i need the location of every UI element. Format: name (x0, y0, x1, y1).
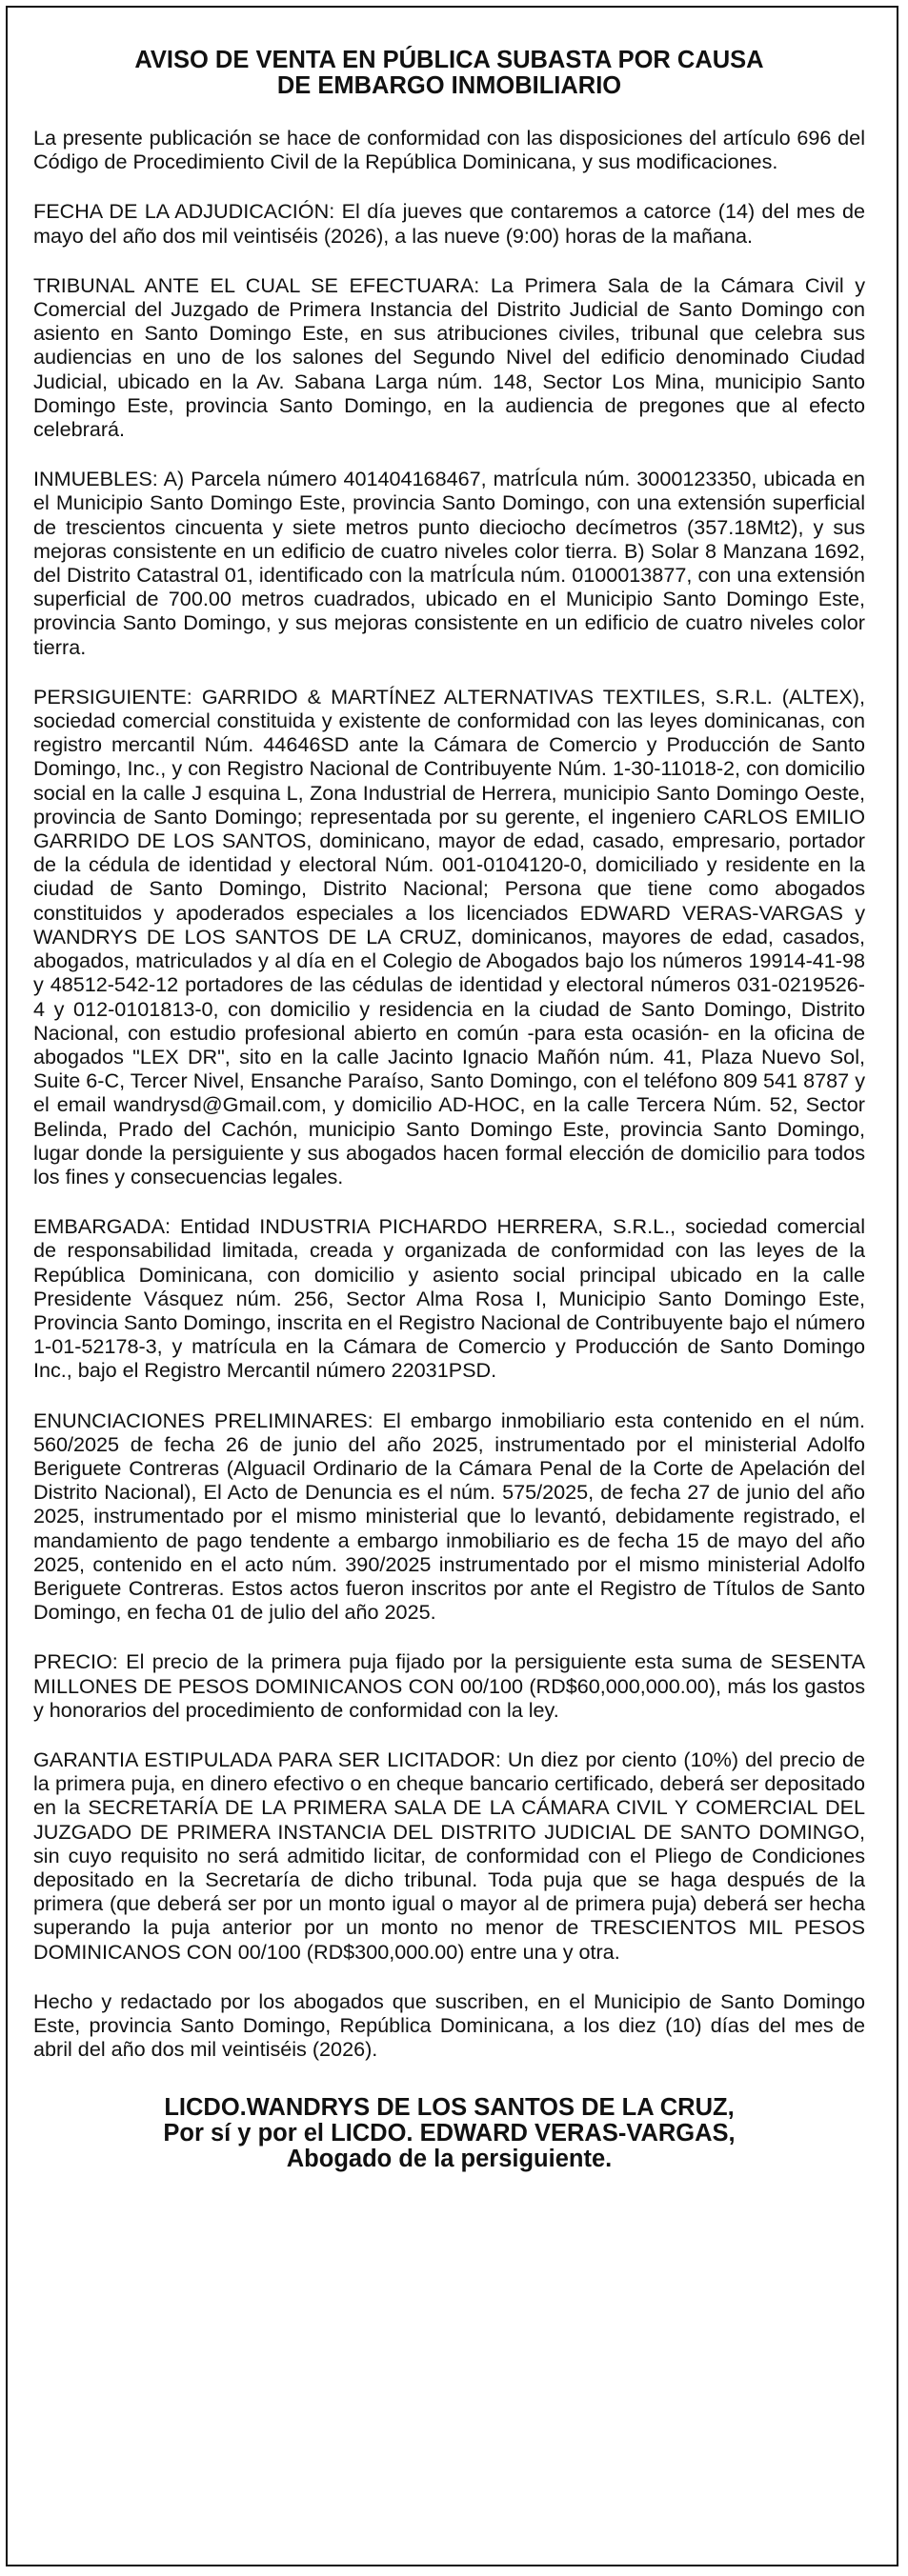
bidder-guarantee-paragraph: GARANTIA ESTIPULADA PARA SER LICITADOR: Un diez por ciento (10%) del precio de la primera puja, en dinero efectivo o en cheque bancario certificado, deberá ser depositado en la SECRETARÍA DE LA PRIMERA SALA DE LA CÁMARA CIVIL Y COMERCIAL DEL JUZGADO DE PRIMERA INSTANCIA DEL DISTRITO JUDICIAL DE SANTO DOMINGO, sin cuyo requisito no será admitido licitar, de conformidad con el Pliego de Condiciones depositado en la Secretaría de dicho tribunal. Toda puja que se haga después de la primera (que deberá ser por un monto igual o mayor al de primera puja) deberá ser hecha superando la puja anterior por un monto no menor de TRESCIENTOS MIL PESOS DOMINICANOS CON 00/100 (RD$300,000.00) entre una y otra. (33, 1747, 865, 1964)
properties-paragraph: INMUEBLES: A) Parcela número 401404168467, matrÍcula núm. 3000123350, ubicada en el Municipio Santo Domingo Este, provincia Santo Domingo, con una extensión superficial de trescientos cincuenta y siete metros punto dieciocho decímetros (357.18Mt2), y sus mejoras consistente en un edificio de cuatro niveles color tierra. B) Solar 8 Manzana 1692, del Distrito Catastral 01, identificado con la matrÍcula núm. 0100013877, con una extensión superficial de 700.00 metros cuadrados, ubicado en el Municipio Santo Domingo Este, provincia Santo Domingo, y sus mejoras consistente en un edificio de cuatro niveles color tierra. (33, 467, 865, 659)
closing-paragraph: Hecho y redactado por los abogados que suscriben, en el Municipio de Santo Domingo Este, provincia Santo Domingo, República Dominicana, a los diez (10) días del mes de abril del año dos mil veintiséis (2026). (33, 1988, 865, 2062)
signature-line-3: Abogado de la persiguiente. (286, 2146, 613, 2173)
preliminary-statements-paragraph: ENUNCIACIONES PRELIMINARES: El embargo inmobiliario esta contenido en el núm. 560/2025 de fecha 26 de junio del año 2025, instrumentado por el ministerial Adolfo Beriguete Contreras (Alguacil Ordinario de la Cámara Penal de la Corte de Apelación del Distrito Nacional), El Acto de Denuncia es el núm. 575/2025, de fecha 27 de junio del año 2025, instrumentado por el mismo ministerial que lo levantó, debidamente registrado, el mandamiento de pago tendente a embargo inmobiliario es de fecha 15 de mayo del año 2025, contenido en el acto núm. 390/2025 instrumentado por el mismo ministerial Adolfo Beriguete Contreras. Estos actos fueron inscritos por ante el Registro de Títulos de Santo Domingo, en fecha 01 de julio del año 2025. (33, 1408, 865, 1625)
price-paragraph: PRECIO: El precio de la primera puja fijado por la persiguiente esta suma de SESENTA MILLONES DE PESOS DOMINICANOS CON 00/100 (RD$60,000,000.00), más los gastos y honorarios del procedimiento de conformidad con la ley. (33, 1649, 865, 1722)
title-line-2: DE EMBARGO INMOBILIARIO (276, 72, 622, 99)
signature-line-1: LICDO.WANDRYS DE LOS SANTOS DE LA CRUZ, (164, 2094, 735, 2122)
plaintiff-paragraph: PERSIGUIENTE: GARRIDO & MARTÍNEZ ALTERNATIVAS TEXTILES, S.R.L. (ALTEX), sociedad comercial constituida y existente de conformidad con las leyes dominicanas, con registro mercantil Núm. 44646SD ante la Cámara de Comercio y Producción de Santo Domingo, Inc., y con Registro Nacional de Contribuyente Núm. 1-30-11018-2, con domicilio social en la calle J esquina L, Zona Industrial de Herrera, municipio Santo Domingo Oeste, provincia de Santo Domingo; representada por su gerente, el ingeniero CARLOS EMILIO GARRIDO DE LOS SANTOS, dominicano, mayor de edad, casado, empresario, portador de la cédula de identidad y electoral Núm. 001-0104120-0, domiciliado y residente en la ciudad de Santo Domingo, Distrito Nacional; Persona que tiene como abogados constituidos y apoderados especiales a los licenciados EDWARD VERAS-VARGAS y WANDRYS DE LOS SANTOS DE LA CRUZ, dominicanos, mayores de edad, casados, abogados, matriculados y al día en el Colegio de Abogados bajo los números 19914-41-98 y 48512-542-12 portadores de las cédulas de identidad y electoral números 031-0219526-4 y 012-0101813-0, con domicilio y residencia en la ciudad de Santo Domingo, Distrito Nacional, con estudio profesional abierto en común -para esta ocasión- en la oficina de abogados "LEX DR", sito en la calle Jacinto Ignacio Mañón núm. 41, Plaza Nuevo Sol, Suite 6-C, Tercer Nivel, Ensanche Paraíso, Santo Domingo, con el teléfono 809 541 8787 y el email wandrysd@Gmail.com, y domicilio AD-HOC, en la calle Tercera Núm. 52, Sector Belinda, Prado del Cachón, municipio Santo Domingo Este, provincia Santo Domingo, lugar donde la persiguiente y sus abogados hacen formal elección de domicilio para todos los fines y consecuencias legales. (33, 684, 865, 1188)
title-line-1: AVISO DE VENTA EN PÚBLICA SUBASTA POR CAUSA (134, 47, 764, 73)
tribunal-paragraph: TRIBUNAL ANTE EL CUAL SE EFECTUARA: La Primera Sala de la Cámara Civil y Comercial del Juzgado de Primera Instancia del Distrito Judicial de Santo Domingo con asiento en Santo Domingo Este, en sus atribuciones civiles, tribunal que celebra sus audiencias en uno de los salones del Segundo Nivel del edificio denominado Ciudad Judicial, ubicado en la Av. Sabana Larga núm. 148, Sector Los Mina, municipio Santo Domingo Este, provincia Santo Domingo, en la audiencia de pregones que al efecto celebrará. (33, 272, 865, 442)
signature-block (33, 2095, 865, 2172)
adjudication-date-paragraph: FECHA DE LA ADJUDICACIÓN: El día jueves que contaremos a catorce (14) del mes de mayo del año dos mil veintiséis (2026), a las nueve (9:00) horas de la mañana. (33, 199, 865, 248)
intro-paragraph: La presente publicación se hace de conformidad con las disposiciones del artículo 696 del Código de Procedimiento Civil de la República Dominicana, y sus modificaciones. (33, 126, 865, 174)
notice-title (33, 48, 865, 99)
defendant-paragraph: EMBARGADA: Entidad INDUSTRIA PICHARDO HERRERA, S.R.L., sociedad comercial de responsabilidad limitada, creada y organizada de conformidad con las leyes de la República Dominicana, con domicilio y asiento social principal ubicado en la calle Presidente Vásquez núm. 256, Sector Alma Rosa I, Municipio Santo Domingo Este, Provincia Santo Domingo, inscrita en el Registro Nacional de Contribuyente bajo el número 1-01-52178-3, y matrícula en la Cámara de Comercio y Producción de Santo Domingo Inc., bajo el Registro Mercantil número 22031PSD. (33, 1214, 865, 1383)
legal-notice (6, 6, 898, 2566)
signature-line-2: Por sí y por el LICDO. EDWARD VERAS-VARGAS, (163, 2120, 736, 2147)
